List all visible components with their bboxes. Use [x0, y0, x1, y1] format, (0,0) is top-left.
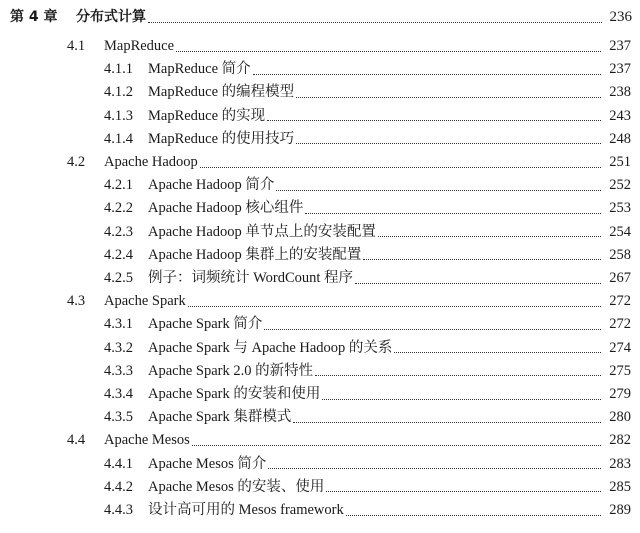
toc-subsection-entry: [0, 266, 640, 290]
entry-page-number: 253: [609, 200, 631, 217]
entry-title: MapReduce 的编程模型: [148, 84, 295, 101]
toc-subsection-entry: [0, 359, 640, 383]
dot-leader: [296, 143, 601, 144]
entry-title: Apache Spark 的安装和使用: [148, 386, 321, 402]
entry-page-number: 283: [609, 455, 631, 472]
entry-number: 4.3.3: [104, 362, 133, 379]
entry-title: Apache Mesos: [104, 432, 190, 449]
toc-section-entry: [0, 289, 640, 313]
entry-page-number: 280: [609, 409, 631, 426]
entry-number: 4.1.3: [104, 107, 133, 124]
entry-title: MapReduce: [104, 38, 175, 54]
toc-section-entry: [0, 150, 640, 174]
dot-leader: [188, 306, 601, 307]
entry-number: 4.4.1: [104, 455, 133, 472]
toc-section-entry: [0, 34, 640, 58]
toc-subsection-entry: [0, 336, 640, 360]
toc-subsection-entry: [0, 104, 640, 128]
toc-subsection-entry: [0, 452, 640, 476]
entry-page-number: 289: [609, 502, 631, 518]
entry-page-number: 238: [609, 84, 631, 101]
toc-subsection-entry: [0, 220, 640, 244]
entry-page-number: 243: [609, 107, 631, 124]
entry-page-number: 237: [609, 61, 631, 78]
entry-number: 4.3: [67, 293, 86, 310]
dot-leader: [378, 236, 601, 237]
dot-leader: [363, 259, 601, 260]
entry-page-number: 251: [609, 154, 631, 170]
entry-number: 4.1: [67, 38, 86, 54]
entry-page-number: 272: [609, 293, 631, 310]
entry-number: 4.3.2: [104, 339, 133, 356]
dot-leader: [267, 120, 601, 121]
toc-subsection-entry: [0, 405, 640, 429]
dot-leader: [176, 51, 601, 52]
entry-title: 设计高可用的 Mesos framework: [148, 502, 344, 518]
entry-title: Apache Hadoop 集群上的安装配置: [148, 246, 362, 263]
chapter-page: 236: [609, 9, 632, 25]
chapter-heading: [0, 5, 640, 29]
chapter-number: 第 4 章: [10, 9, 58, 25]
entry-number: 4.1.1: [104, 61, 133, 78]
toc-subsection-entry: [0, 80, 640, 104]
entry-page-number: 272: [609, 316, 631, 333]
entry-number: 4.1.4: [104, 130, 133, 147]
entry-page-number: 282: [609, 432, 631, 449]
dot-leader: [200, 167, 601, 168]
entry-title: Apache Mesos 简介: [148, 455, 267, 472]
entry-title: Apache Spark: [104, 293, 186, 310]
entry-title: MapReduce 的使用技巧: [148, 130, 295, 147]
dot-leader: [315, 375, 601, 376]
entry-title: 例子：词频统计 WordCount 程序: [148, 270, 354, 286]
toc-subsection-entry: [0, 243, 640, 267]
dot-leader: [296, 97, 601, 98]
entry-number: 4.3.1: [104, 316, 133, 333]
dot-leader: [326, 491, 601, 492]
dot-leader: [192, 445, 601, 446]
entry-title: Apache Hadoop: [104, 154, 198, 170]
entry-title: Apache Mesos 的安装、使用: [148, 478, 325, 495]
entry-number: 4.2.3: [104, 223, 133, 240]
entry-page-number: 274: [609, 339, 631, 356]
toc-subsection-entry: [0, 127, 640, 151]
entry-title: Apache Spark 集群模式: [148, 409, 292, 426]
entry-title: MapReduce 的实现: [148, 107, 266, 124]
toc-subsection-entry: [0, 475, 640, 499]
entry-title: Apache Hadoop 单节点上的安装配置: [148, 223, 376, 240]
entry-number: 4.2.1: [104, 177, 133, 194]
entry-page-number: 285: [609, 478, 631, 495]
dot-leader: [276, 190, 601, 191]
toc-subsection-entry: [0, 498, 640, 522]
entry-page-number: 248: [609, 130, 631, 147]
entry-number: 4.2.4: [104, 246, 133, 263]
entry-number: 4.1.2: [104, 84, 133, 101]
entry-page-number: 267: [609, 270, 631, 286]
entry-page-number: 279: [609, 386, 631, 402]
toc-subsection-entry: [0, 382, 640, 406]
dot-leader: [148, 22, 602, 23]
entry-number: 4.4: [67, 432, 86, 449]
entry-page-number: 258: [609, 246, 631, 263]
toc-subsection-entry: [0, 57, 640, 81]
dot-leader: [293, 422, 601, 423]
dot-leader: [264, 329, 601, 330]
entry-number: 4.2.5: [104, 270, 133, 286]
entry-title: Apache Spark 简介: [148, 316, 263, 333]
dot-leader: [355, 283, 601, 284]
entry-number: 4.4.3: [104, 502, 133, 518]
toc-subsection-entry: [0, 196, 640, 220]
dot-leader: [253, 74, 601, 75]
entry-title: Apache Spark 2.0 的新特性: [148, 362, 314, 379]
entry-number: 4.3.5: [104, 409, 133, 426]
dot-leader: [346, 515, 601, 516]
entry-page-number: 254: [609, 223, 631, 240]
entry-number: 4.3.4: [104, 386, 133, 402]
dot-leader: [394, 352, 601, 353]
entry-number: 4.2: [67, 154, 86, 170]
toc-subsection-entry: [0, 312, 640, 336]
entry-title: Apache Hadoop 核心组件: [148, 200, 304, 217]
entry-page-number: 275: [609, 362, 631, 379]
entry-number: 4.2.2: [104, 200, 133, 217]
entry-page-number: 237: [609, 38, 631, 54]
dot-leader: [268, 468, 601, 469]
dot-leader: [322, 399, 601, 400]
entry-number: 4.4.2: [104, 478, 133, 495]
toc-subsection-entry: [0, 173, 640, 197]
toc-section-entry: [0, 428, 640, 452]
entry-title: Apache Spark 与 Apache Hadoop 的关系: [148, 339, 393, 356]
entry-title: MapReduce 简介: [148, 61, 251, 78]
entry-title: Apache Hadoop 简介: [148, 177, 275, 194]
dot-leader: [305, 213, 601, 214]
chapter-title: 分布式计算: [76, 9, 146, 25]
entry-page-number: 252: [609, 177, 631, 194]
